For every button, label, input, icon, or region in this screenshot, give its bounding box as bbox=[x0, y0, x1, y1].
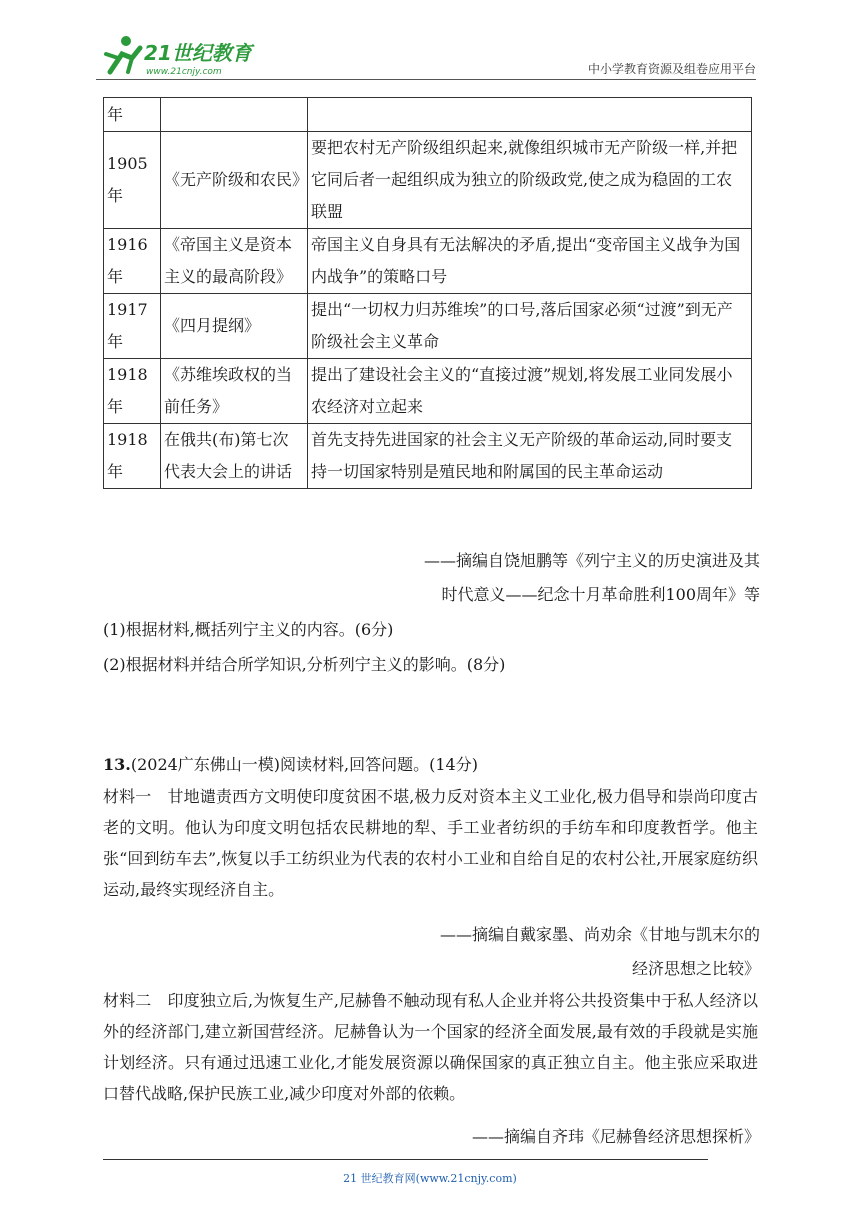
year-cell: 1916年 bbox=[104, 229, 161, 294]
material-label: 材料二 bbox=[103, 991, 152, 1010]
platform-name: 中小学教育资源及组卷应用平台 bbox=[587, 62, 756, 76]
logo-text: 21世纪教育 bbox=[144, 41, 252, 65]
question-13-heading bbox=[103, 752, 478, 775]
year-cell: 1905年 bbox=[104, 132, 161, 229]
work-cell: 《苏维埃政权的当前任务》 bbox=[161, 359, 308, 424]
table-row bbox=[104, 229, 752, 294]
page-footer: 21 世纪教育网(www.21cnjy.com) bbox=[343, 1172, 517, 1185]
content-cell: 提出了建设社会主义的“直接过渡”规划,将发展工业同发展小农经济对立起来 bbox=[308, 359, 752, 424]
source-citation: ——摘编自饶旭鹏等《列宁主义的历史演进及其 bbox=[423, 551, 760, 570]
content-cell bbox=[308, 98, 752, 132]
source-citation: ——摘编自齐玮《尼赫鲁经济思想探析》 bbox=[471, 1127, 760, 1146]
work-cell: 《四月提纲》 bbox=[161, 294, 308, 359]
table-row bbox=[104, 424, 752, 489]
work-cell bbox=[161, 98, 308, 132]
table-row bbox=[104, 132, 752, 229]
material-2 bbox=[103, 985, 758, 1109]
table-row bbox=[104, 98, 752, 132]
logo-url: www.21cnjy.com bbox=[146, 67, 222, 77]
header-rule bbox=[96, 79, 756, 80]
page-header bbox=[96, 30, 756, 82]
question-number: 13. bbox=[103, 755, 131, 774]
table-row bbox=[104, 359, 752, 424]
year-cell: 年 bbox=[104, 98, 161, 132]
content-cell: 首先支持先进国家的社会主义无产阶级的革命运动,同时要支持一切国家特别是殖民地和附属国的民主革命运动 bbox=[308, 424, 752, 489]
content-cell: 要把农村无产阶级组织起来,就像组织城市无产阶级一样,并把它同后者一起组织成为独立的阶级政党,使之成为稳固的工农联盟 bbox=[308, 132, 752, 229]
source-citation: ——摘编自戴家墨、尚劝余《甘地与凯末尔的 bbox=[439, 925, 760, 944]
material-text: 印度独立后,为恢复生产,尼赫鲁不触动现有私人企业并将公共投资集中于私人经济以外的经济部门,建立新国营经济。尼赫鲁认为一个国家的经济全面发展,最有效的手段就是实施计划经济。只有通过迅速工业化,才能发展资源以确保国家的真正独立自主。他主张应采取进口替代战略,保护民族工业,减少印度对外部的依赖。 bbox=[103, 991, 758, 1103]
source-citation: 经济思想之比较》 bbox=[631, 959, 760, 978]
work-cell: 在俄共(布)第七次代表大会上的讲话 bbox=[161, 424, 308, 489]
year-cell: 1918年 bbox=[104, 424, 161, 489]
question-title: (2024广东佛山一模)阅读材料,回答问题。(14分) bbox=[130, 755, 478, 774]
logo-21cnjy bbox=[96, 32, 266, 78]
content-cell: 帝国主义自身具有无法解决的矛盾,提出“变帝国主义战争为国内战争”的策略口号 bbox=[308, 229, 752, 294]
content-cell: 提出“一切权力归苏维埃”的口号,落后国家必须“过渡”到无产阶级社会主义革命 bbox=[308, 294, 752, 359]
material-text: 甘地谴责西方文明使印度贫困不堪,极力反对资本主义工业化,极力倡导和崇尚印度古老的文明。他认为印度文明包括农民耕地的犁、手工业者纺织的手纺车和印度教哲学。他主张“回到纺车去”,恢复以手工纺织业为代表的农村小工业和自给自足的农村公社,开展家庭纺织运动,最终实现经济自主。 bbox=[103, 787, 758, 899]
source-citation: 时代意义——纪念十月革命胜利100周年》等 bbox=[441, 585, 760, 604]
work-cell: 《帝国主义是资本主义的最高阶段》 bbox=[161, 229, 308, 294]
table-row bbox=[104, 294, 752, 359]
footer-rule bbox=[103, 1159, 708, 1160]
year-cell: 1917年 bbox=[104, 294, 161, 359]
lenin-works-table bbox=[103, 97, 752, 489]
material-1 bbox=[103, 781, 758, 905]
question-2: (2)根据材料并结合所学知识,分析列宁主义的影响。(8分) bbox=[103, 655, 506, 674]
material-label: 材料一 bbox=[103, 787, 152, 806]
year-cell: 1918年 bbox=[104, 359, 161, 424]
work-cell: 《无产阶级和农民》 bbox=[161, 132, 308, 229]
question-1: (1)根据材料,概括列宁主义的内容。(6分) bbox=[103, 620, 394, 639]
